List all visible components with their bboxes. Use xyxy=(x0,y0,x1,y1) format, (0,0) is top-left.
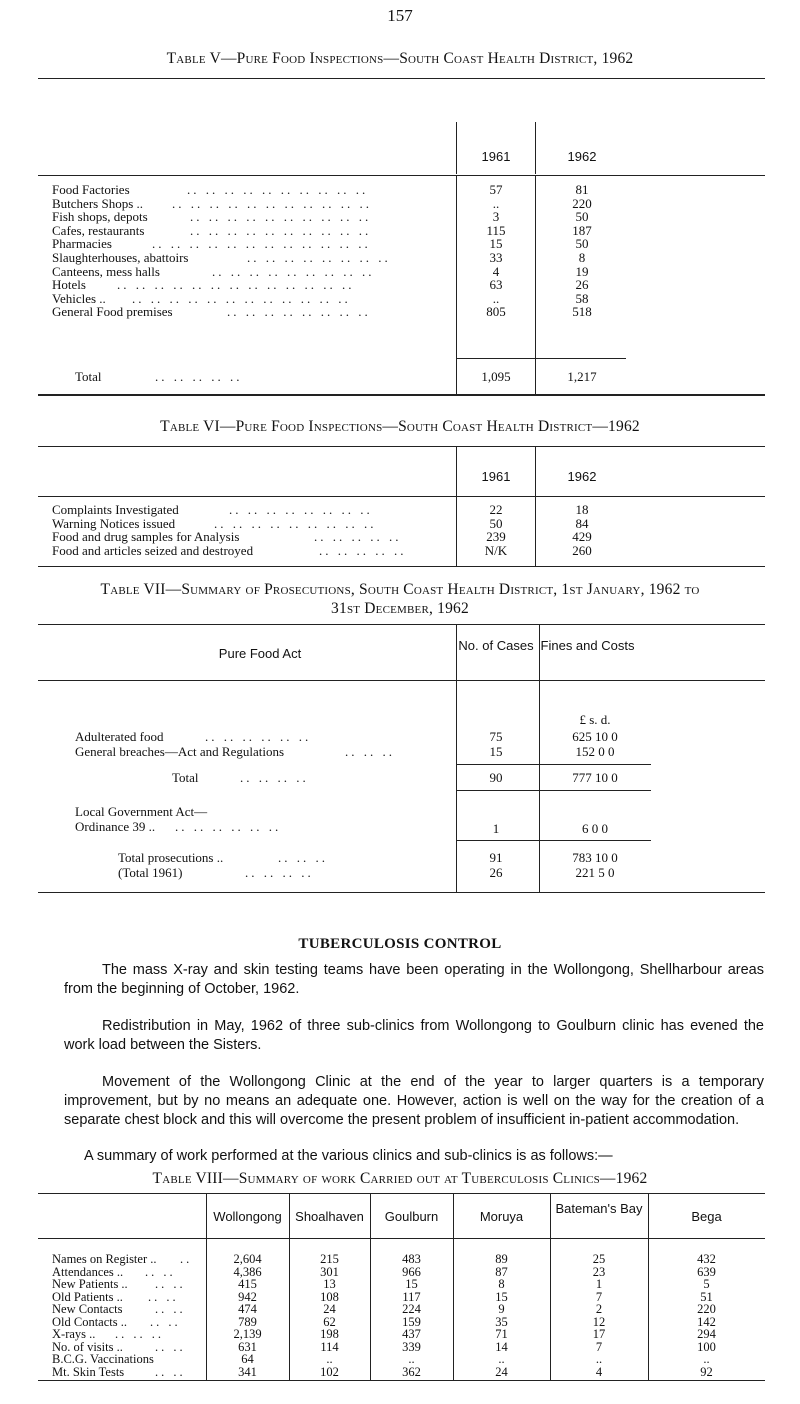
table8-row-label: Mt. Skin Tests xyxy=(52,1364,125,1379)
table7-lg-label-line1: Local Government Act— xyxy=(75,804,208,819)
table8-cell: 4 xyxy=(595,1364,603,1379)
table8-cell: 114 xyxy=(320,1339,339,1354)
table5-header-rule xyxy=(38,175,765,176)
table5-row-label: General Food premises xyxy=(52,304,173,320)
table8-row-dots: .. .. xyxy=(155,1302,186,1316)
table5-row-1961: 63 xyxy=(489,277,503,293)
table7-row-cases: 15 xyxy=(489,744,503,759)
table7-tp-fines: 783 10 0 xyxy=(572,850,618,865)
table8-row-label: New Contacts xyxy=(52,1302,123,1316)
table6-row-1962: 260 xyxy=(572,542,592,558)
table7-total-rule xyxy=(456,764,651,765)
table6-divider xyxy=(535,446,536,496)
table6-row-dots: .. .. .. .. .. xyxy=(314,529,402,545)
table8-cell: 71 xyxy=(495,1327,508,1341)
table6-title: Table VI—Pure Food Inspections—South Coast Health District—1962 xyxy=(160,418,640,435)
table5-total-1962: 1,217 xyxy=(567,369,597,384)
table8-cell: 102 xyxy=(320,1364,339,1379)
table8-cell: 1 xyxy=(595,1277,603,1291)
table8-row-dots: .. .. .. xyxy=(115,1327,164,1341)
table6-row-1961: 239 xyxy=(486,529,506,545)
table5-row-label: Slaughterhouses, abattoirs xyxy=(52,250,189,265)
table5-row-label: Vehicles .. xyxy=(52,290,106,306)
table8-header-rule xyxy=(38,1238,765,1239)
table7-row-dots: .. .. .. .. .. .. xyxy=(205,729,312,744)
table7-lg-dots: .. .. .. .. .. .. xyxy=(175,819,282,834)
table8-cell: 12 xyxy=(592,1314,606,1329)
table5-row-label: Pharmacies xyxy=(52,236,112,252)
table6-col-1962: 1962 xyxy=(567,469,597,484)
table8-top-rule xyxy=(38,1193,765,1194)
table8-cell: 87 xyxy=(495,1264,508,1279)
table5-row-label: Fish shops, depots xyxy=(52,209,148,225)
table7-row-fines: 152 0 0 xyxy=(575,744,615,759)
table8-cell: 2,604 xyxy=(233,1252,262,1266)
table8-cell: 142 xyxy=(697,1314,716,1329)
tb-paragraph-4: A summary of work performed at the various clinics and sub-clinics is as follows:— xyxy=(84,1148,613,1164)
table8-cell: 301 xyxy=(320,1264,339,1279)
table6-row-dots: .. .. .. .. .. xyxy=(319,542,407,558)
table6-col-1961: 1961 xyxy=(481,469,511,484)
table8-cell: 24 xyxy=(323,1302,336,1316)
table8-cell: 9 xyxy=(498,1302,505,1316)
table7-t61-fines: 221 5 0 xyxy=(575,865,615,880)
table8-col-header: Wollongong xyxy=(213,1209,282,1224)
table8-row-label: No. of visits .. xyxy=(52,1339,123,1354)
table8-cell: 64 xyxy=(241,1352,254,1366)
table8-cell: 15 xyxy=(405,1277,418,1291)
table5-title: Table V—Pure Food Inspections—South Coast Health District, 1962 xyxy=(166,50,634,67)
table8-row-dots: .. .. xyxy=(155,1364,186,1379)
table5-row-1962: 81 xyxy=(575,182,589,197)
table6-bottom-rule xyxy=(38,566,765,567)
table7-divider xyxy=(539,624,540,680)
table8-cell: 220 xyxy=(697,1302,716,1316)
table8-row-label: Old Contacts .. xyxy=(52,1314,127,1329)
table7-divider xyxy=(456,680,457,892)
table8-row-label: Attendances .. xyxy=(52,1264,124,1279)
table8-row-label: B.C.G. Vaccinations xyxy=(52,1352,154,1366)
table6-row-1962: 429 xyxy=(572,529,592,545)
table6-row-dots: .. .. .. .. .. .. .. .. .. xyxy=(214,515,377,531)
table5-row-1961: 4 xyxy=(492,263,500,279)
tb-heading: TUBERCULOSIS CONTROL xyxy=(298,936,502,952)
table5-row-1961: .. xyxy=(492,195,500,211)
table8-cell: 966 xyxy=(402,1264,421,1279)
table7-header-rule xyxy=(38,680,765,681)
table7-tp-dots: .. .. .. xyxy=(278,850,328,865)
table5-row-dots: .. .. .. .. .. .. .. .. .. xyxy=(212,263,375,279)
table8-cell: 362 xyxy=(402,1364,421,1379)
table8-row-label: Names on Register .. xyxy=(52,1252,157,1266)
table8-cell: 415 xyxy=(238,1277,257,1291)
table8-col-header: Moruya xyxy=(479,1209,524,1224)
table7-col-cases: No. of Cases xyxy=(458,638,534,653)
table7-lg-fines: 6 0 0 xyxy=(582,821,608,836)
table7-total-dots: .. .. .. .. xyxy=(240,770,309,785)
table8-cell: 51 xyxy=(700,1289,713,1304)
table5-row-dots: .. .. .. .. .. .. .. .. .. .. xyxy=(190,209,372,225)
table5-row-1962: 8 xyxy=(578,250,586,265)
table6-row-label: Food and drug samples for Analysis xyxy=(52,529,240,545)
table8-bottom-rule xyxy=(38,1380,765,1381)
table5-col-1962: 1962 xyxy=(567,149,597,164)
table8-cell: 24 xyxy=(495,1364,508,1379)
table6-divider xyxy=(456,446,457,496)
table7-title-line1: Table VII—Summary of Prosecutions, South Coast Health District, 1st January, 1962 to xyxy=(100,581,700,598)
table5-row-label: Hotels xyxy=(52,277,86,293)
table5-row-1962: 58 xyxy=(575,290,589,306)
table8-cell: 483 xyxy=(402,1252,421,1266)
table5-row-dots: .. .. .. .. .. .. .. .. .. .. .. .. xyxy=(152,236,371,252)
table8-title: Table VIII—Summary of work Carried out at Tuberculosis Clinics—1962 xyxy=(152,1170,648,1187)
table5-row-1962: 26 xyxy=(575,277,589,293)
table5-row-1961: 3 xyxy=(492,209,500,225)
table8-cell: 62 xyxy=(323,1314,336,1329)
table5-col-1961: 1961 xyxy=(481,149,511,164)
table7-t61-label: (Total 1961) xyxy=(118,865,183,880)
table8-cell: 108 xyxy=(320,1289,339,1304)
table8-cell: 23 xyxy=(592,1264,606,1279)
table8-cell: 2 xyxy=(595,1302,603,1316)
table5-divider xyxy=(456,175,457,395)
table6-top-rule xyxy=(38,446,765,447)
table8-cell: 4,386 xyxy=(233,1264,262,1279)
table6-row-1961: N/K xyxy=(484,542,508,558)
table5-top-rule xyxy=(38,78,765,79)
table8-cell: 474 xyxy=(238,1302,257,1316)
table7-t61-cases: 26 xyxy=(489,865,503,880)
table5-row-label: Food Factories xyxy=(52,182,130,197)
table5-total-1961: 1,095 xyxy=(481,369,511,384)
table6-row-1961: 50 xyxy=(489,515,503,531)
table5-total-dots: .. .. .. .. .. xyxy=(155,369,243,384)
table7-total-fines: 777 10 0 xyxy=(572,770,618,785)
table5-total-rule xyxy=(456,358,626,359)
table5-row-1961: 57 xyxy=(489,182,503,197)
table8-row-label: New Patients .. xyxy=(52,1277,128,1291)
tb-paragraph-3: Movement of the Wollongong Clinic at the end of the year to larger quarters is a temporary improvement, but by no means an adequate one. However, action is well on the way for the creation of a separate chest block and this will overcome the present problem of insufficient in-patient accommodation. xyxy=(64,1074,764,1128)
table5-row-label: Butchers Shops .. xyxy=(52,195,143,211)
table8-cell: 35 xyxy=(495,1314,508,1329)
table5-row-dots: .. .. .. .. .. .. .. .. xyxy=(247,250,391,265)
table7-row-dots: .. .. .. xyxy=(345,744,395,759)
table7-row-fines: 625 10 0 xyxy=(572,729,618,744)
table5-row-label: Canteens, mess halls xyxy=(52,263,160,279)
tb-paragraph-2: Redistribution in May, 1962 of three sub-clinics from Wollongong to Goulburn clinic has evened the work load between the Sisters. xyxy=(64,1018,764,1053)
table5-divider xyxy=(535,122,536,174)
table5-row-1962: 50 xyxy=(575,236,589,252)
table6-divider xyxy=(535,496,536,566)
table5-row-dots: .. .. .. .. .. .. .. .. .. .. .. .. xyxy=(132,290,351,306)
table8-col-header: Bega xyxy=(691,1209,722,1224)
table6-row-label: Complaints Investigated xyxy=(52,502,179,517)
table7-tp-cases: 91 xyxy=(489,850,503,865)
table8-row-dots: .. .. xyxy=(145,1264,176,1279)
table7-tp-label: Total prosecutions .. xyxy=(118,850,224,865)
table8-cell: 92 xyxy=(700,1364,713,1379)
table6-row-label: Warning Notices issued xyxy=(52,515,176,531)
table6-row-1962: 84 xyxy=(575,515,589,531)
table8-cell: 942 xyxy=(238,1289,257,1304)
table8-cell: 5 xyxy=(703,1277,710,1291)
table8-row-label: Old Patients .. xyxy=(52,1289,123,1304)
table5-divider xyxy=(535,175,536,395)
table5-row-1962: 518 xyxy=(572,304,592,320)
table6-row-dots: .. .. .. .. .. .. .. .. xyxy=(229,502,373,517)
table7-lg-rule xyxy=(456,790,651,791)
table6-divider xyxy=(456,496,457,566)
table6-row-1962: 18 xyxy=(575,502,589,517)
table8-cell: 14 xyxy=(495,1339,508,1354)
table8-cell: 100 xyxy=(697,1339,716,1354)
table8-cell: 294 xyxy=(697,1327,716,1341)
table8-cell: 341 xyxy=(238,1364,257,1379)
table8-cell: 25 xyxy=(592,1252,606,1266)
table8-cell: 789 xyxy=(238,1314,257,1329)
table5-row-dots: .. .. .. .. .. .. .. .. .. .. xyxy=(187,182,369,197)
table5-divider xyxy=(456,122,457,174)
table8-cell: .. xyxy=(326,1352,333,1366)
table8-cell: .. xyxy=(703,1352,710,1366)
table8-cell: 215 xyxy=(320,1252,339,1266)
table8-cell: .. xyxy=(498,1352,505,1366)
table7-col-act: Pure Food Act xyxy=(218,646,302,661)
table7-t61-dots: .. .. .. .. xyxy=(245,865,314,880)
table7-tp-rule xyxy=(456,840,651,841)
table7-divider xyxy=(539,680,540,892)
table8-row-dots: .. .. xyxy=(148,1289,179,1304)
table7-currency: £ s. d. xyxy=(579,712,611,727)
table7-top-rule xyxy=(38,624,765,625)
table5-row-1961: .. xyxy=(492,290,500,306)
table8-col-header: Bateman's Bay xyxy=(555,1201,643,1216)
table8-cell: 7 xyxy=(595,1339,603,1354)
table8-cell: .. xyxy=(595,1352,603,1366)
table8-cell: 2,139 xyxy=(233,1327,262,1341)
table5-row-1961: 805 xyxy=(486,304,506,320)
table7-col-fines: Fines and Costs xyxy=(540,638,635,653)
table5-row-1962: 19 xyxy=(575,263,589,279)
table8-cell: .. xyxy=(408,1352,415,1366)
table5-row-1961: 115 xyxy=(486,222,506,238)
table8-col-header: Goulburn xyxy=(384,1209,439,1224)
table5-row-dots: .. .. .. .. .. .. .. .. .. .. .. .. .. xyxy=(117,277,355,293)
table8-row-dots: .. .. xyxy=(155,1277,186,1291)
table8-cell: 159 xyxy=(402,1314,421,1329)
table8-cell: 631 xyxy=(238,1339,257,1354)
table6-header-rule xyxy=(38,496,765,497)
table8-cell: 8 xyxy=(498,1277,505,1291)
table8-cell: 15 xyxy=(495,1289,508,1304)
table6-row-label: Food and articles seized and destroyed xyxy=(52,542,254,558)
table8-row-label: X-rays .. xyxy=(52,1327,96,1341)
table8-cell: 117 xyxy=(402,1289,421,1304)
table7-row-cases: 75 xyxy=(489,729,503,744)
tb-paragraph-1: The mass X-ray and skin testing teams have been operating in the Wollongong, Shellharbour areas from the beginning of October, 1962. xyxy=(64,962,764,997)
table8-cell: 432 xyxy=(697,1252,716,1266)
table5-row-dots: .. .. .. .. .. .. .. .. xyxy=(227,304,371,320)
table7-bottom-rule xyxy=(38,892,765,893)
table5-row-dots: .. .. .. .. .. .. .. .. .. .. .. xyxy=(172,195,372,211)
table8-row-dots: .. .. xyxy=(155,1339,186,1354)
table7-title-line2: 31st December, 1962 xyxy=(331,600,469,617)
table5-bottom-rule xyxy=(38,394,765,396)
table7-row-label: Adulterated food xyxy=(75,729,164,744)
table8-col-header: Shoalhaven xyxy=(295,1209,364,1224)
table8-row-dots: .. .. xyxy=(150,1314,181,1329)
table8-cell: 89 xyxy=(495,1252,508,1266)
page-number: 157 xyxy=(387,6,413,25)
table8-row-dots: .. xyxy=(180,1252,193,1266)
table5-row-1962: 220 xyxy=(572,195,592,211)
table7-divider xyxy=(456,624,457,680)
table7-lg-cases: 1 xyxy=(492,821,500,836)
table8-cell: 198 xyxy=(320,1327,339,1341)
table5-row-1962: 50 xyxy=(575,209,589,225)
table8-cell: 639 xyxy=(697,1264,716,1279)
table7-total-label: Total xyxy=(172,770,199,785)
table8-cell: 437 xyxy=(402,1327,421,1341)
table7-lg-label-line2: Ordinance 39 .. xyxy=(75,819,156,834)
table8-cell: 224 xyxy=(402,1302,421,1316)
table8-cell: 13 xyxy=(323,1277,336,1291)
table8-cell: 7 xyxy=(595,1289,603,1304)
table6-row-1961: 22 xyxy=(489,502,503,517)
table7-row-label: General breaches—Act and Regulations xyxy=(75,744,285,759)
table5-row-1961: 33 xyxy=(489,250,503,265)
table5-row-1962: 187 xyxy=(572,222,592,238)
table8-cell: 17 xyxy=(592,1327,606,1341)
table5-row-1961: 15 xyxy=(489,236,503,252)
table5-total-label: Total xyxy=(75,369,102,384)
table7-total-cases: 90 xyxy=(489,770,503,785)
table8-cell: 339 xyxy=(402,1339,421,1354)
table5-row-dots: .. .. .. .. .. .. .. .. .. .. xyxy=(190,222,372,238)
table5-row-label: Cafes, restaurants xyxy=(52,222,145,238)
